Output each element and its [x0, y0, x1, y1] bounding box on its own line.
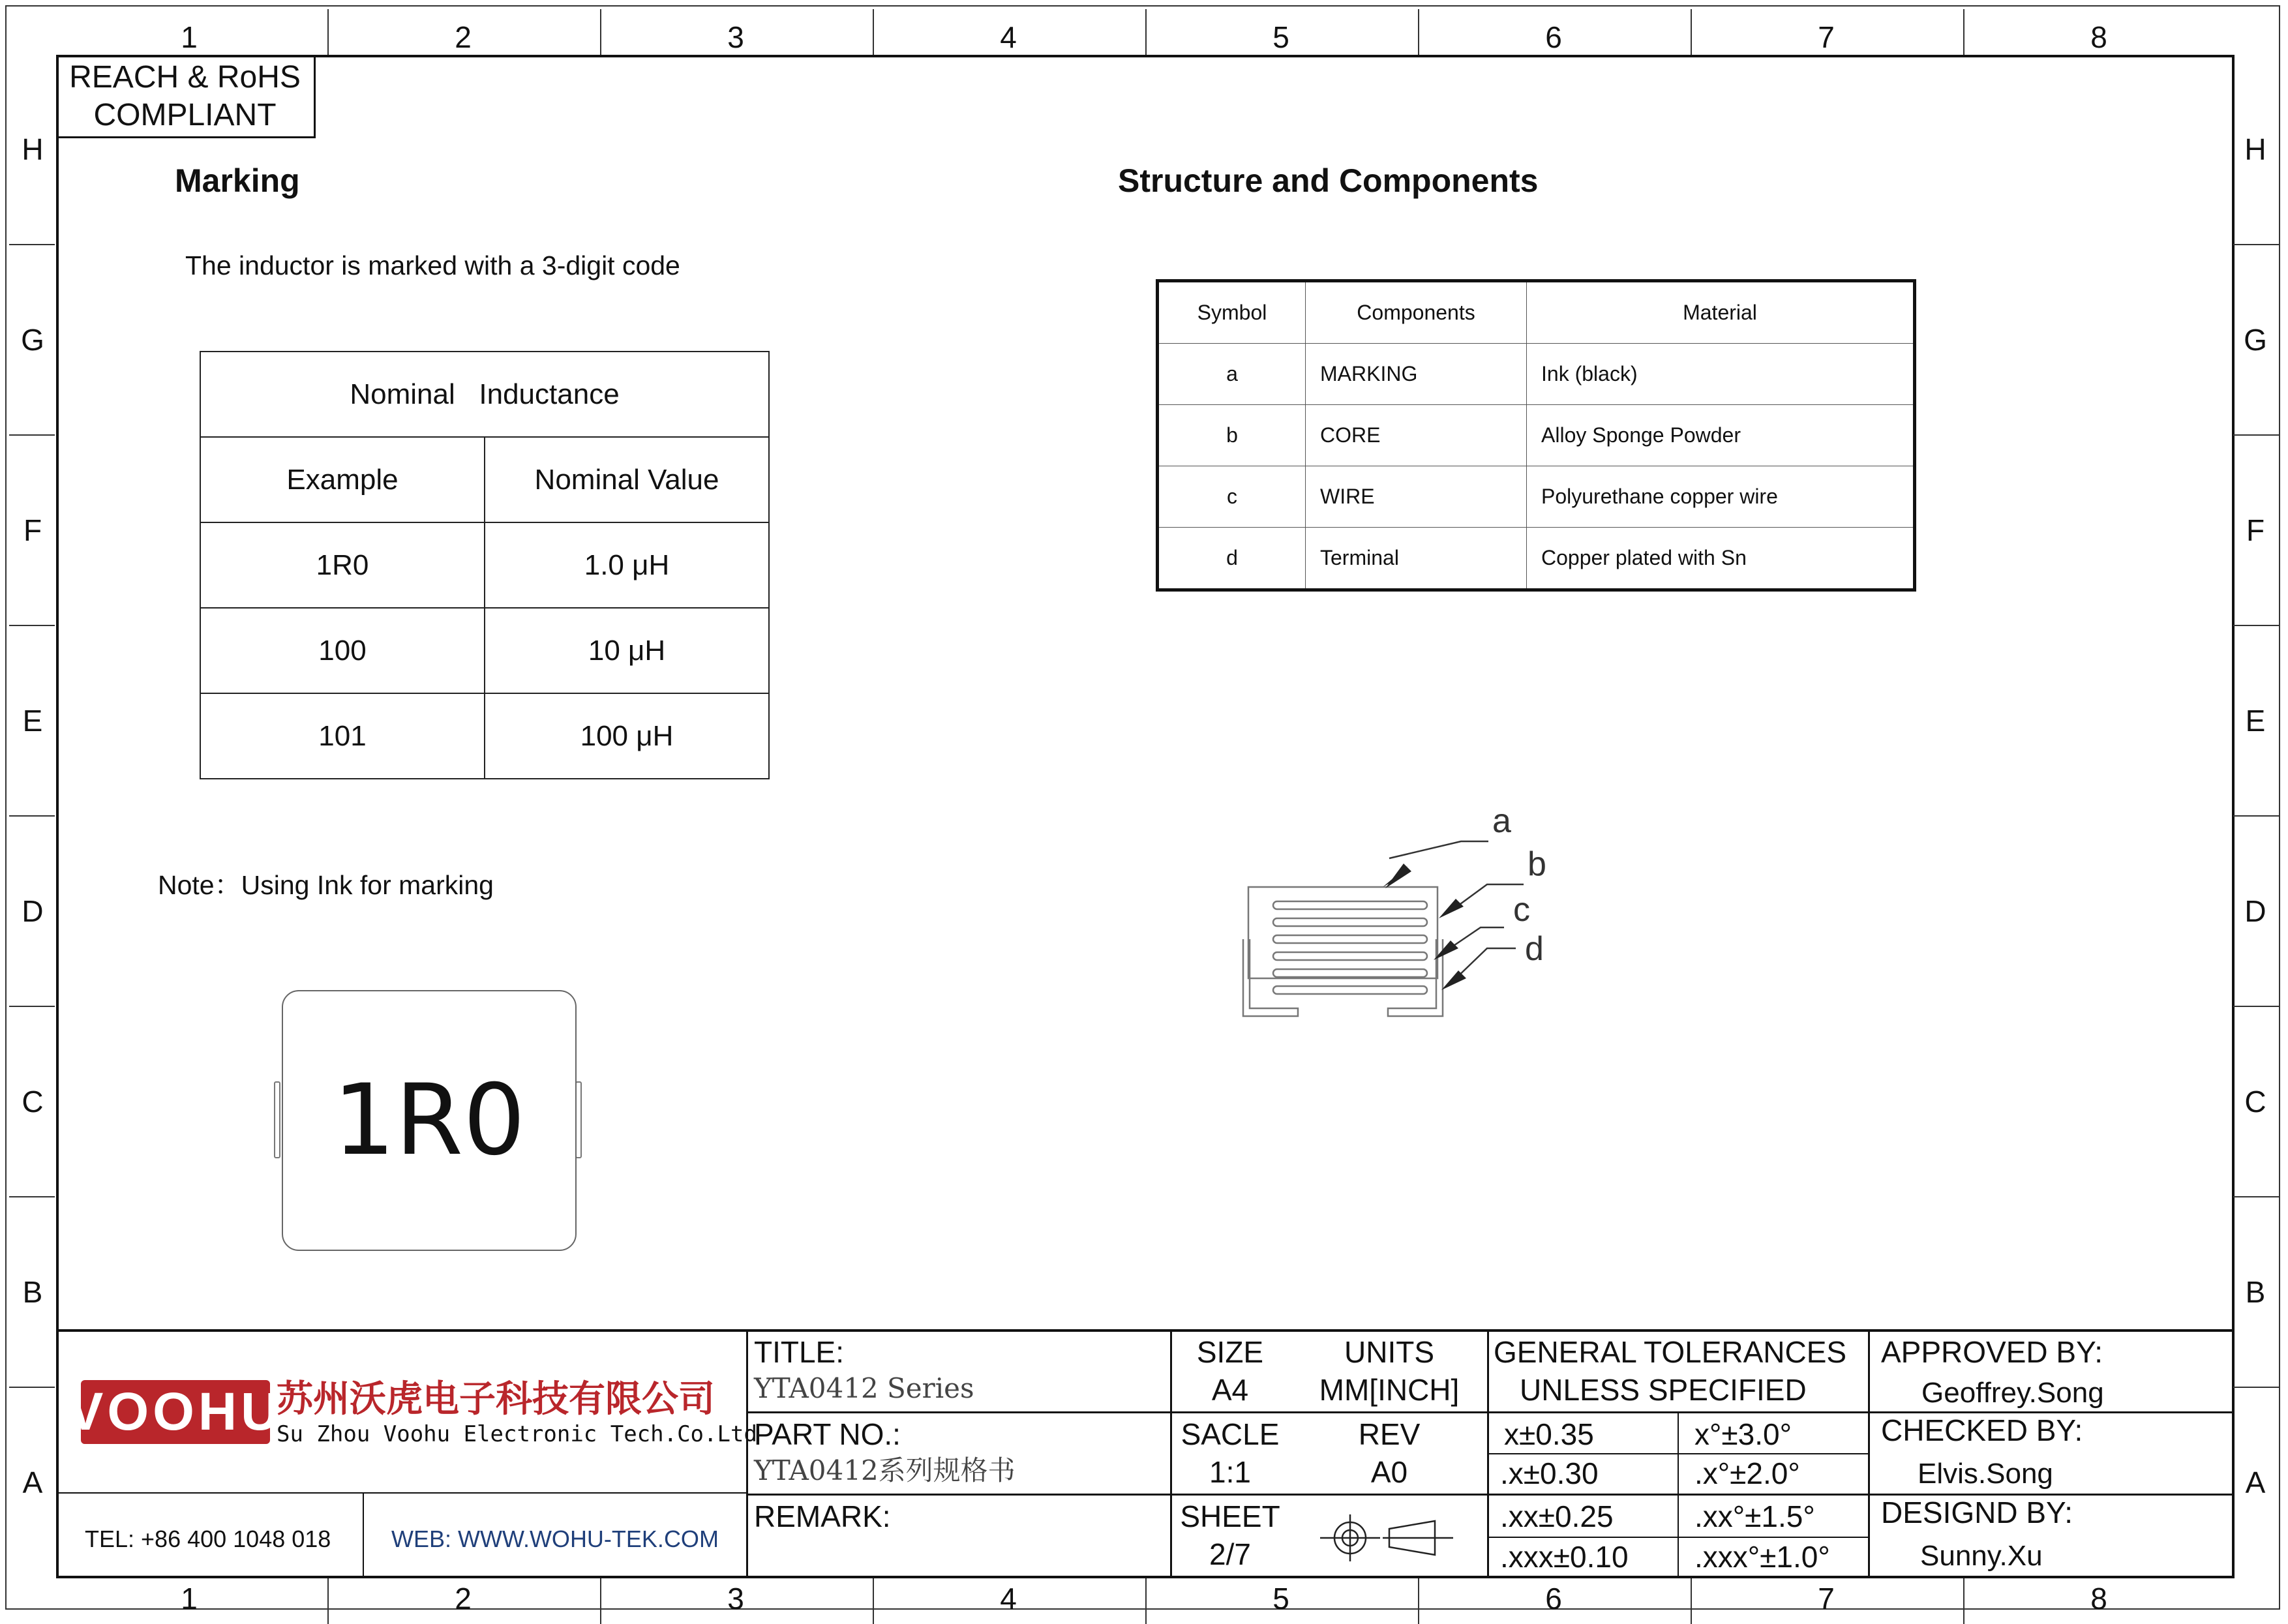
tick — [1418, 1578, 1419, 1624]
leader-b — [1448, 884, 1524, 913]
designed-by-label: DESIGND BY: — [1881, 1496, 2073, 1529]
inductor-cross-section-diagram — [1226, 796, 1644, 1030]
winding — [1273, 901, 1427, 909]
table-row — [200, 522, 769, 608]
tb-line — [1678, 1411, 1679, 1578]
tick — [2233, 434, 2279, 436]
part-no-label: PART NO.: — [754, 1417, 901, 1451]
material-cell: Ink (black) — [1527, 344, 1915, 405]
marking-intro: The inductor is marked with a 3-digit code — [185, 250, 680, 280]
symbol-cell: d — [1158, 528, 1306, 590]
tolerance-linear: .xx±0.25 — [1500, 1499, 1614, 1533]
units-value: MM[INCH] — [1319, 1373, 1460, 1407]
column-header-example: Example — [200, 437, 485, 522]
tolerance-heading-2: UNLESS SPECIFIED — [1520, 1373, 1807, 1407]
structure-heading: Structure and Components — [1118, 162, 1539, 199]
value-cell: 10 μH — [485, 608, 769, 693]
tolerance-linear: x±0.35 — [1504, 1417, 1594, 1451]
tolerance-angular: .xx°±1.5° — [1694, 1499, 1815, 1533]
tick — [9, 1196, 55, 1197]
table-row — [200, 352, 769, 437]
tb-top-line — [56, 1329, 2235, 1332]
tick — [9, 1387, 55, 1388]
approved-by-name: Geoffrey.Song — [1921, 1377, 2104, 1409]
zone-col-7: 7 — [1818, 20, 1835, 54]
tick — [9, 1006, 55, 1007]
winding — [1273, 952, 1427, 960]
rev-value: A0 — [1370, 1455, 1408, 1489]
table-row — [200, 437, 769, 522]
tolerance-linear: .xxx±0.10 — [1500, 1540, 1629, 1574]
diagram-label-c: c — [1513, 891, 1530, 929]
component-cell: Terminal — [1306, 528, 1527, 590]
zone-col-1: 1 — [181, 1582, 198, 1616]
zone-row-g: G — [2244, 323, 2267, 357]
nominal-table-title: Nominal Inductance — [200, 352, 769, 437]
value-cell: 100 μH — [485, 693, 769, 779]
company-tel: TEL: +86 400 1048 018 — [85, 1526, 331, 1552]
remark-label: REMARK: — [754, 1499, 891, 1533]
example-cell: 101 — [200, 693, 485, 779]
zone-row-e: E — [2245, 704, 2266, 738]
zone-row-b: B — [22, 1275, 43, 1309]
projection-symbol-icon — [1311, 1512, 1461, 1564]
zone-col-5: 5 — [1272, 20, 1289, 54]
symbol-cell: a — [1158, 344, 1306, 405]
zone-col-6: 6 — [1545, 1582, 1562, 1616]
zone-col-4: 4 — [1000, 20, 1017, 54]
zone-col-2: 2 — [455, 20, 472, 54]
material-cell: Alloy Sponge Powder — [1527, 405, 1915, 466]
title-label: TITLE: — [754, 1335, 845, 1369]
approved-by-label: APPROVED BY: — [1881, 1335, 2103, 1369]
winding — [1273, 969, 1427, 977]
zone-row-g: G — [21, 323, 44, 357]
scale-value: 1:1 — [1209, 1455, 1251, 1489]
table-row — [200, 693, 769, 779]
tick — [1145, 1578, 1147, 1624]
tick — [2233, 625, 2279, 626]
components-table — [1156, 279, 1916, 592]
column-header-symbol: Symbol — [1158, 281, 1306, 344]
zone-row-c: C — [2244, 1085, 2266, 1119]
checked-by-name: Elvis.Song — [1918, 1458, 2053, 1490]
arrowhead-a — [1385, 864, 1411, 888]
tick — [873, 9, 874, 55]
tb-line — [746, 1329, 748, 1578]
symbol-cell: b — [1158, 405, 1306, 466]
tolerance-angular: .xxx°±1.0° — [1694, 1540, 1830, 1574]
diagram-label-b: b — [1528, 845, 1546, 883]
tick — [873, 1578, 874, 1624]
column-header-components: Components — [1306, 281, 1527, 344]
tick — [1691, 1578, 1692, 1624]
zone-col-8: 8 — [2090, 20, 2107, 54]
zone-col-7: 7 — [1818, 1582, 1835, 1616]
sheet-value: 2/7 — [1209, 1537, 1251, 1571]
material-cell: Copper plated with Sn — [1527, 528, 1915, 590]
zone-row-b: B — [2245, 1275, 2266, 1309]
company-name-en: Su Zhou Voohu Electronic Tech.Co.Ltd — [277, 1421, 757, 1447]
table-row — [1158, 344, 1915, 405]
size-value: A4 — [1211, 1373, 1249, 1407]
rev-label: REV — [1358, 1417, 1421, 1451]
table-row — [1158, 405, 1915, 466]
zone-col-3: 3 — [727, 20, 744, 54]
tolerance-linear: .x±0.30 — [1500, 1456, 1599, 1490]
company-logo: VOOHU — [81, 1380, 270, 1444]
zone-row-f: F — [2246, 513, 2265, 547]
designed-by-name: Sunny.Xu — [1920, 1540, 2043, 1572]
example-cell: 1R0 — [200, 522, 485, 608]
zone-row-d: D — [2244, 894, 2266, 928]
tick — [2233, 1387, 2279, 1388]
checked-by-label: CHECKED BY: — [1881, 1413, 2083, 1447]
tick — [2233, 1006, 2279, 1007]
zone-col-1: 1 — [181, 20, 198, 54]
zone-row-d: D — [22, 894, 44, 928]
zone-row-e: E — [22, 704, 43, 738]
tick — [9, 815, 55, 817]
table-row — [1158, 281, 1915, 344]
value-cell: 1.0 μH — [485, 522, 769, 608]
arrowhead-d — [1441, 970, 1466, 990]
zone-row-f: F — [23, 513, 42, 547]
tick — [1963, 1578, 1964, 1624]
tick — [9, 244, 55, 245]
title-value: YTA0412 Series — [754, 1372, 974, 1404]
tb-line — [56, 1492, 746, 1494]
zone-row-h: H — [22, 132, 44, 166]
company-name-cn: 苏州沃虎电子科技有限公司 — [277, 1378, 715, 1421]
zone-col-5: 5 — [1272, 1582, 1289, 1616]
winding — [1273, 935, 1427, 943]
tb-line — [363, 1492, 364, 1578]
material-cell: Polyurethane copper wire — [1527, 466, 1915, 528]
tick — [327, 1578, 329, 1624]
column-header-material: Material — [1527, 281, 1915, 344]
tick — [2233, 1196, 2279, 1197]
symbol-cell: c — [1158, 466, 1306, 528]
tick — [1691, 9, 1692, 55]
zone-row-a: A — [2245, 1466, 2266, 1499]
winding — [1273, 986, 1427, 994]
zone-row-a: A — [22, 1466, 43, 1499]
tick — [600, 9, 601, 55]
tick — [1963, 9, 1964, 55]
diagram-label-d: d — [1525, 930, 1544, 968]
compliance-line-2: COMPLIANT — [93, 98, 277, 132]
tick — [2233, 244, 2279, 245]
scale-label: SACLE — [1181, 1417, 1280, 1451]
zone-col-2: 2 — [455, 1582, 472, 1616]
marking-note: Note：Using Ink for marking — [158, 870, 494, 900]
zone-col-4: 4 — [1000, 1582, 1017, 1616]
table-row — [1158, 528, 1915, 590]
units-label: UNITS — [1344, 1335, 1434, 1369]
tolerance-angular: .x°±2.0° — [1694, 1456, 1800, 1490]
tb-line — [1868, 1329, 1870, 1578]
zone-row-h: H — [2244, 132, 2266, 166]
tick — [1418, 9, 1419, 55]
zone-col-8: 8 — [2090, 1582, 2107, 1616]
compliance-line-1: REACH & RoHS — [69, 60, 301, 95]
arrowhead-b — [1439, 899, 1464, 918]
zone-row-c: C — [22, 1085, 44, 1119]
tick — [1145, 9, 1147, 55]
sheet-label: SHEET — [1180, 1499, 1280, 1533]
marking-heading: Marking — [175, 162, 300, 199]
zone-col-6: 6 — [1545, 20, 1562, 54]
compliance-box — [56, 55, 316, 138]
table-row — [1158, 466, 1915, 528]
inductor-terminal-left — [274, 1081, 280, 1158]
nominal-inductance-table — [200, 351, 770, 779]
tick — [9, 625, 55, 626]
tolerance-angular: x°±3.0° — [1694, 1417, 1792, 1451]
zone-col-3: 3 — [727, 1582, 744, 1616]
tolerance-heading-1: GENERAL TOLERANCES — [1494, 1335, 1847, 1369]
table-row — [200, 608, 769, 693]
diagram-label-a: a — [1492, 802, 1511, 840]
tick — [9, 434, 55, 436]
part-no-value: YTA0412系列规格书 — [754, 1454, 1016, 1486]
tick — [600, 1578, 601, 1624]
company-web-link[interactable]: WEB: WWW.WOHU-TEK.COM — [391, 1526, 719, 1552]
component-cell: CORE — [1306, 405, 1527, 466]
column-header-nominal-value: Nominal Value — [485, 437, 769, 522]
leader-a — [1389, 841, 1488, 858]
component-cell: WIRE — [1306, 466, 1527, 528]
example-cell: 100 — [200, 608, 485, 693]
component-cell: MARKING — [1306, 344, 1527, 405]
tick — [327, 9, 329, 55]
size-label: SIZE — [1196, 1335, 1264, 1369]
inductor-marking-code: 1R0 — [333, 1064, 526, 1177]
winding — [1273, 918, 1427, 926]
tick — [2233, 815, 2279, 817]
